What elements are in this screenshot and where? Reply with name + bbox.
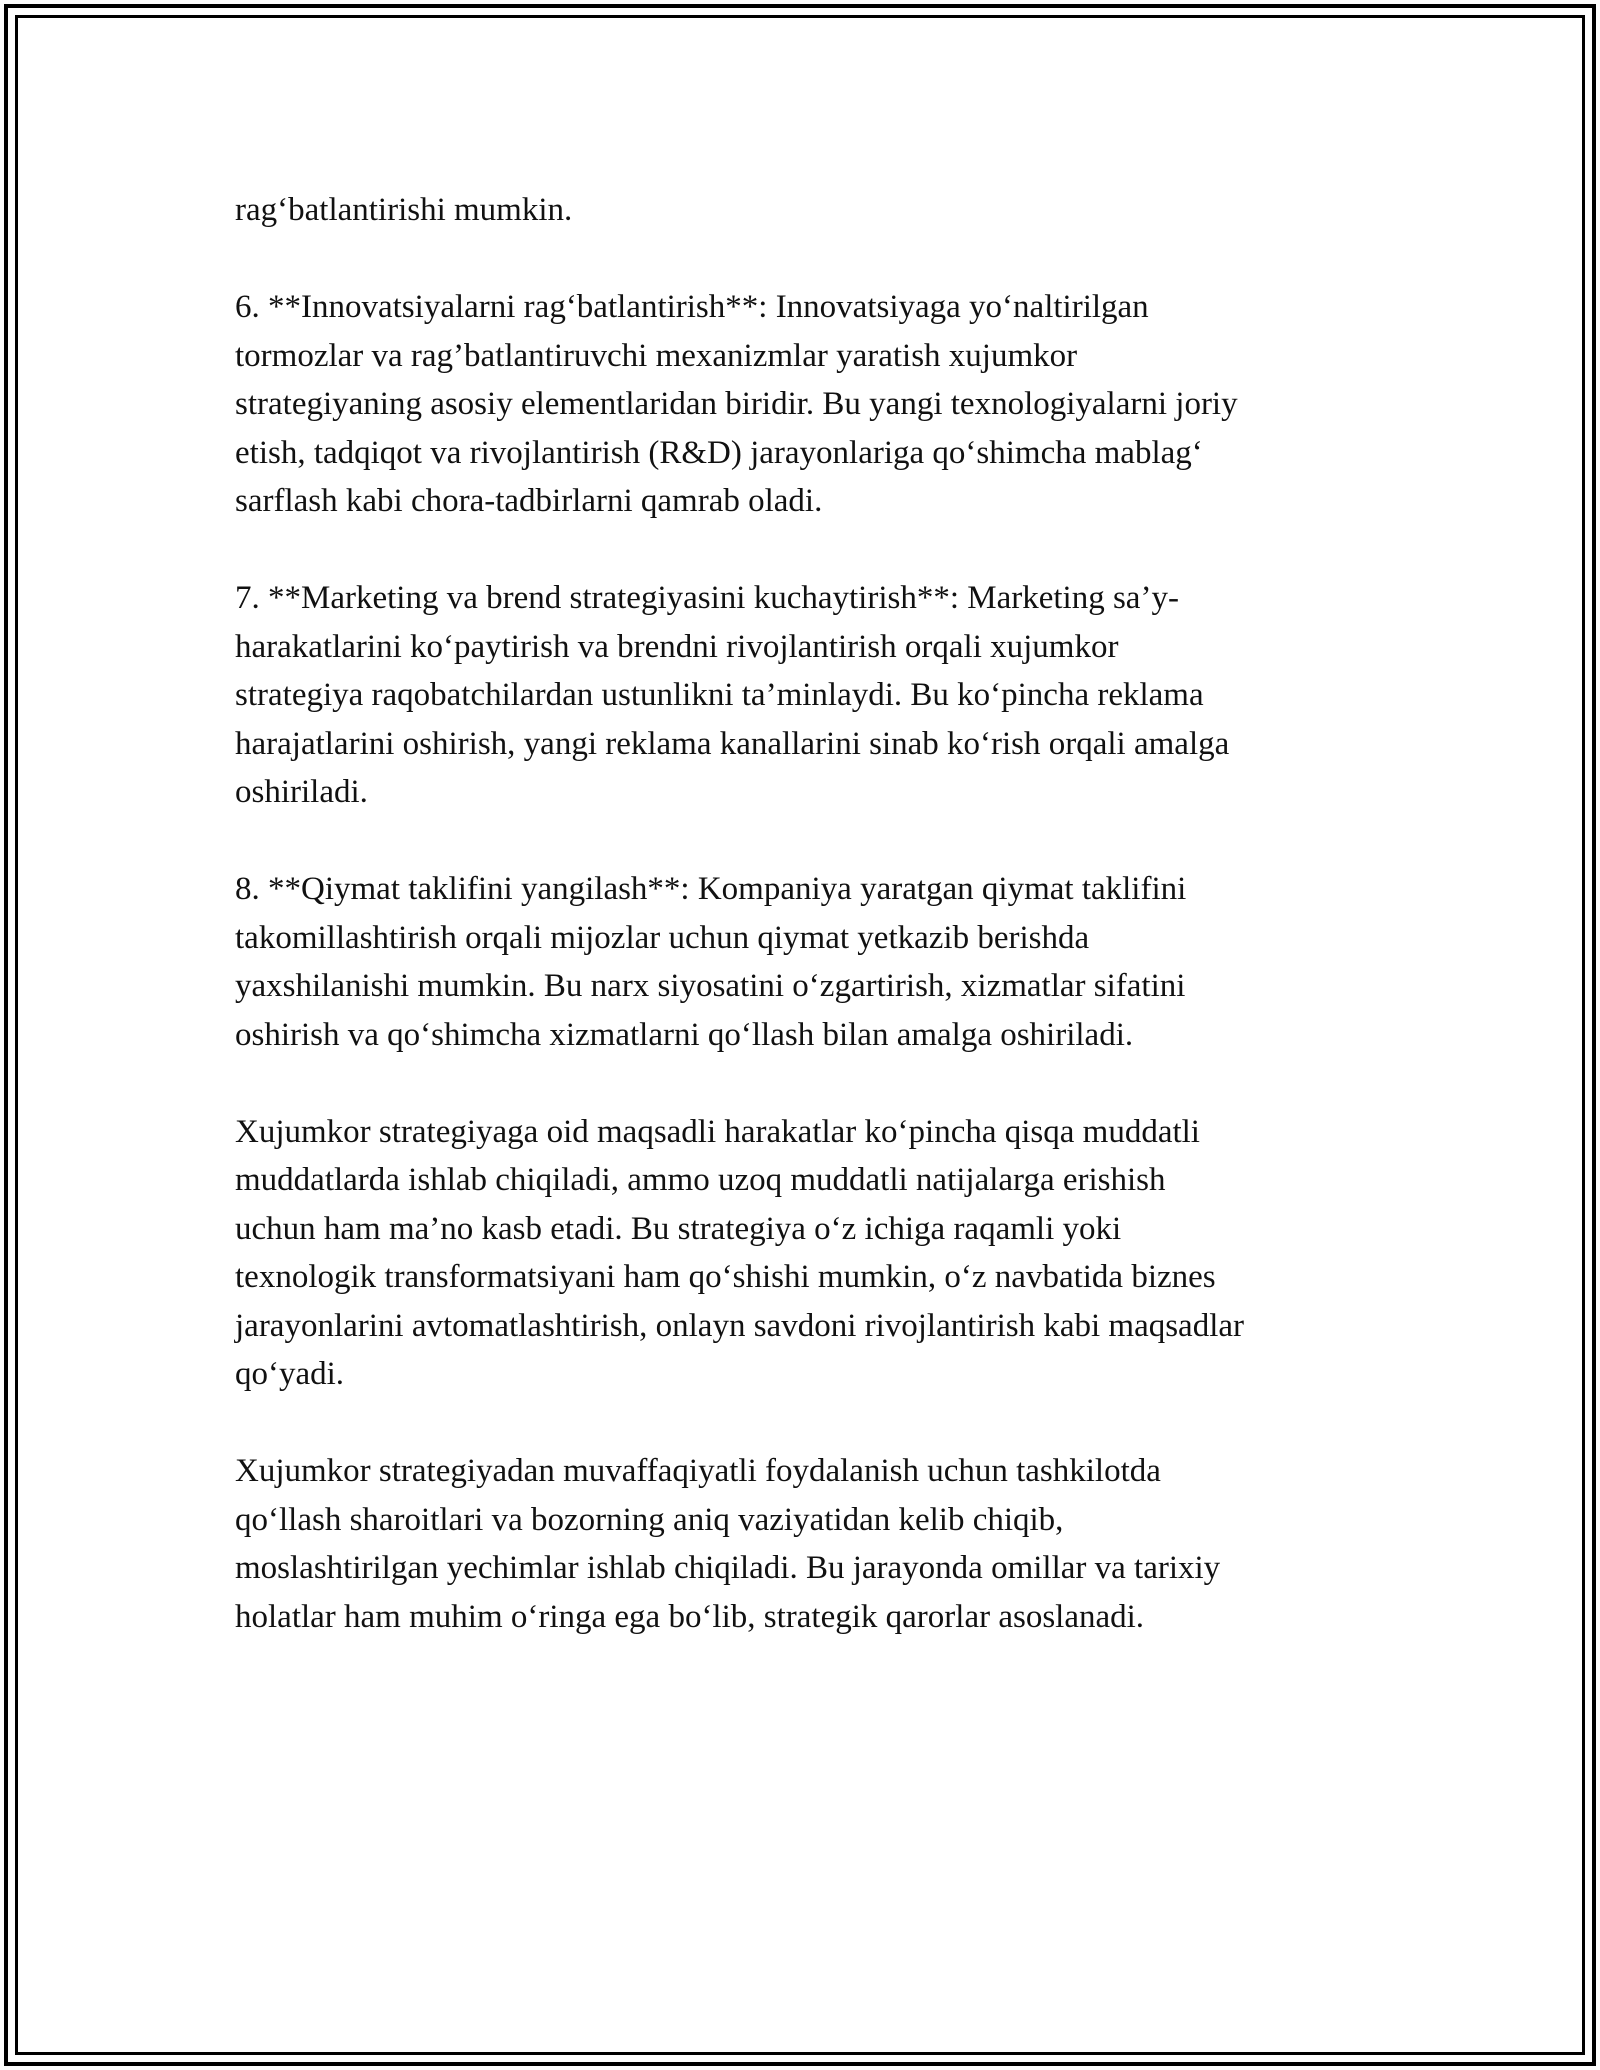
paragraph-offensive-strategy-actions: Xujumkor strategiyaga oid maqsadli harakatlar ko‘pincha qisqa muddatli muddatlarda ishlab chiqiladi, ammo uzoq muddatli natijalarga erishish uchun ham ma’no kasb etadi. Bu strategiya o‘z ichiga raqamli yoki texnologik transformatsiyani ham qo‘shishi mumkin, o‘z navbatida biznes jarayonlarini avtomatlashtirish, onlayn savdoni rivojlantirish kabi maqsadlar qo‘yadi. xyxy=(235,1113,1245,1392)
paragraph-item-8-value-proposition: 8. **Qiymat taklifini yangilash**: Kompaniya yaratgan qiymat taklifini takomillashtirish orqali mijozlar uchun qiymat yetkazib berishda yaxshilanishi mumkin. Bu narx siyosatini o‘zgartirish, xizmatlar sifatini oshirish va qo‘shimcha xizmatlarni qo‘llash bilan amalga oshiriladi. xyxy=(235,871,1187,1053)
paragraph-offensive-strategy-conclusion: Xujumkor strategiyadan muvaffaqiyatli foydalanish uchun tashkilotda qo‘llash sharoitlari va bozorning aniq vaziyatidan kelib chiqib, moslashtirilgan yechimlar ishlab chiqiladi. Bu jarayonda omillar va tarixiy holatlar ham muhim o‘ringa ega bo‘lib, strategik qarorlar asoslanadi. xyxy=(235,1453,1221,1635)
paragraph-continuation: rag‘batlantirishi mumkin. xyxy=(235,192,573,228)
paragraph-item-7-marketing: 7. **Marketing va brend strategiyasini kuchaytirish**: Marketing sa’y- harakatlarini ko‘paytirish va brendni rivojlantirish orqali xujumkor strategiya raqobatchilardan ustunlikni ta’minlaydi. Bu ko‘pincha reklama harajatlarini oshirish, yangi reklama kanallarini sinab ko‘rish orqali amalga oshiriladi. xyxy=(235,580,1230,810)
document-body xyxy=(235,186,1365,1690)
paragraph-item-6-innovation: 6. **Innovatsiyalarni rag‘batlantirish**: Innovatsiyaga yo‘naltirilgan tormozlar va rag’batlantiruvchi mexanizmlar yaratish xujumkor strategiyaning asosiy elementlaridan biridir. Bu yangi texnologiyalarni joriy etish, tadqiqot va rivojlantirish (R&D) jarayonlariga qo‘shimcha mablag‘ sarflash kabi chora-tadbirlarni qamrab oladi. xyxy=(235,289,1238,519)
